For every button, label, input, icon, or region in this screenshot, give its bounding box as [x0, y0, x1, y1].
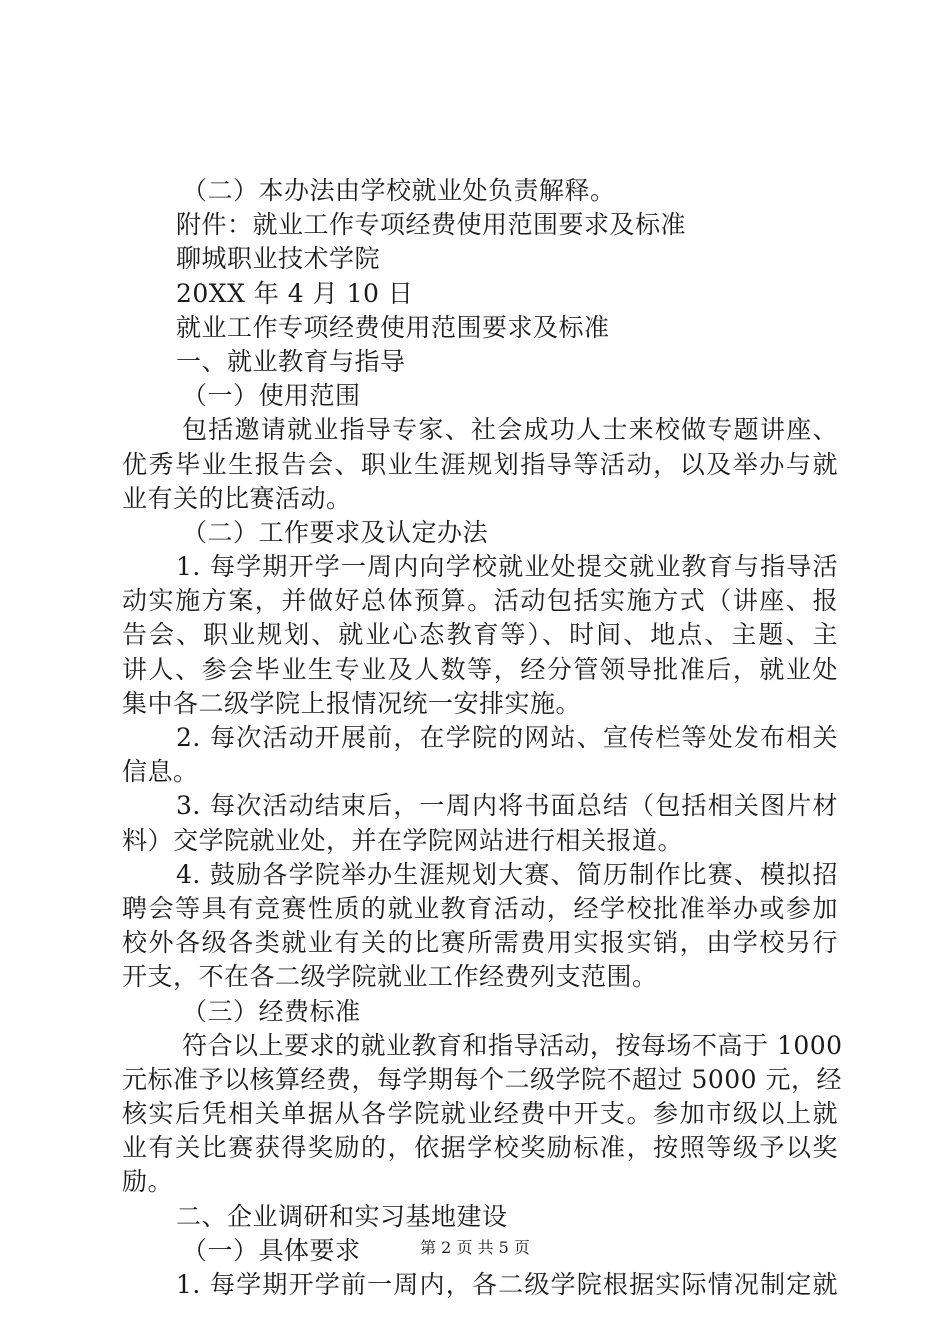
text-line: 二、企业调研和实习基地建设	[176, 1201, 508, 1231]
text-line: 告会、职业规划、就业心态教育等）、时间、地点、主题、主	[122, 620, 838, 650]
text-line: 1. 每学期开学前一周内，各二级学院根据实际情况制定就	[176, 1270, 838, 1299]
text-line: 元标准予以核算经费，每学期每个二级学院不超过 5000 元，经	[122, 1064, 843, 1094]
text-line: 优秀毕业生报告会、职业生涯规划指导等活动，以及举办与就	[122, 449, 838, 479]
text-line: 信息。	[122, 757, 199, 787]
text-line: 核实后凭相关单据从各学院就业经费中开支。参加市级以上就	[122, 1099, 838, 1129]
text-line: （三）经费标准	[182, 996, 361, 1026]
text-line: （一）具体要求	[182, 1235, 361, 1265]
text-line: 开支，不在各二级学院就业工作经费列支范围。	[122, 962, 658, 992]
page-footer: 第 2 页 共 5 页	[420, 1238, 530, 1257]
text-line: 聊城职业技术学院	[176, 244, 381, 274]
text-line: 2. 每次活动开展前，在学院的网站、宣传栏等处发布相关	[176, 723, 838, 752]
text-line: （二）工作要求及认定办法	[182, 517, 489, 547]
text-line: 20XX 年 4 月 10 日	[176, 278, 414, 308]
document-body	[122, 174, 843, 1302]
text-line: 符合以上要求的就业教育和指导活动，按每场不高于 1000	[182, 1030, 843, 1060]
text-line: 4. 鼓励各学院举办生涯规划大赛、简历制作比赛、模拟招	[176, 859, 838, 889]
text-line: 就业工作专项经费使用范围要求及标准	[176, 312, 610, 342]
text-line: 3. 每次活动结束后，一周内将书面总结（包括相关图片材	[176, 791, 838, 821]
text-line: 料）交学院就业处，并在学院网站进行相关报道。	[122, 825, 684, 855]
text-line: 附件：就业工作专项经费使用范围要求及标准	[176, 210, 687, 240]
text-line: 1. 每学期开学一周内向学校就业处提交就业教育与指导活	[176, 552, 838, 582]
text-line: 业有关比赛获得奖励的，依据学校奖励标准，按照等级予以奖	[122, 1133, 838, 1163]
text-line: 包括邀请就业指导专家、社会成功人士来校做专题讲座、	[182, 415, 838, 445]
text-line: （一）使用范围	[182, 381, 361, 411]
text-line: 动实施方案，并做好总体预算。活动包括实施方式（讲座、报	[122, 586, 838, 616]
text-line: （二）本办法由学校就业处负责解释。	[182, 176, 616, 205]
text-line: 聘会等具有竞赛性质的就业教育活动，经学校批准举办或参加	[122, 893, 838, 923]
text-line: 讲人、参会毕业生专业及人数等，经分管领导批准后，就业处	[122, 654, 838, 684]
text-line: 集中各二级学院上报情况统一安排实施。	[122, 688, 582, 718]
text-line: 业有关的比赛活动。	[122, 483, 352, 513]
text-line: 校外各级各类就业有关的比赛所需费用实报实销，由学校另行	[122, 928, 838, 958]
text-line: 一、就业教育与指导	[176, 346, 406, 376]
text-line: 励。	[122, 1167, 174, 1197]
